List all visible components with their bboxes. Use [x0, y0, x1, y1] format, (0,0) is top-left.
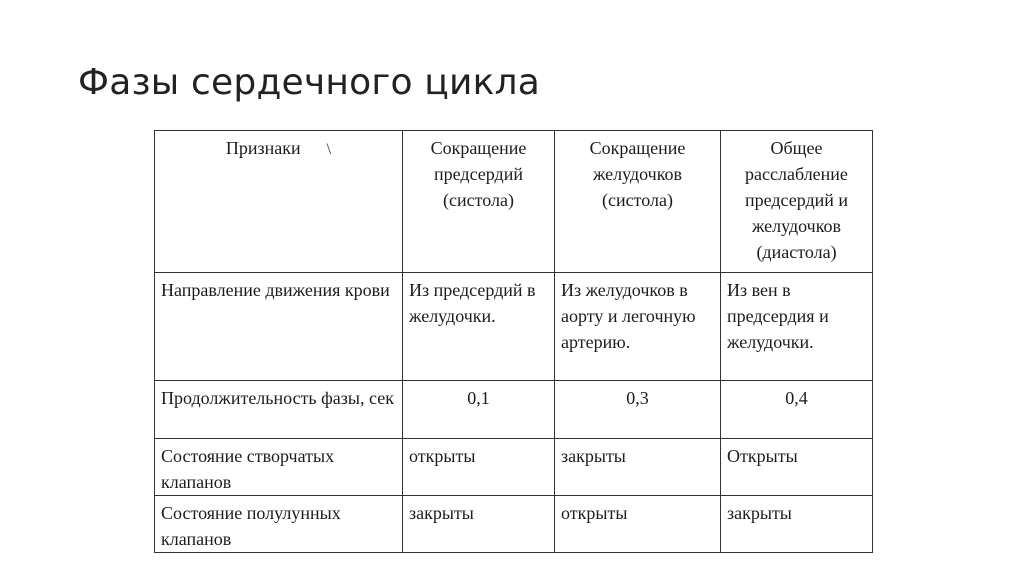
table-cell — [721, 439, 873, 496]
header-column-label: Общее расслабление предсердий и желудочков (диастола) — [744, 138, 849, 262]
header-column-label: Сокращение предсердий (систола) — [430, 138, 527, 210]
cell-value: закрыты — [409, 503, 474, 523]
row-label: Направление движения крови — [161, 280, 390, 300]
header-cell-diastole — [721, 131, 873, 273]
header-column-label: Сокращение желудочков (систола) — [589, 138, 686, 210]
cell-value: 0,3 — [626, 388, 649, 408]
table-header-row — [155, 131, 873, 273]
cell-value: закрыты — [727, 503, 792, 523]
cardiac-cycle-table — [154, 130, 873, 553]
header-slash-mark: \ — [326, 141, 332, 158]
row-label: Состояние полулунных клапанов — [161, 503, 341, 549]
row-label-cell — [155, 381, 403, 439]
table-cell — [403, 439, 555, 496]
table-cell — [555, 273, 721, 381]
header-cell-ventricular-systole — [555, 131, 721, 273]
cell-value: Открыты — [727, 446, 798, 466]
cell-value: 0,4 — [785, 388, 808, 408]
table-row — [155, 273, 873, 381]
table-cell — [403, 273, 555, 381]
header-cell-features — [155, 131, 403, 273]
table-cell — [555, 381, 721, 439]
table-row — [155, 439, 873, 496]
table-cell — [721, 496, 873, 553]
cell-value: 0,1 — [467, 388, 490, 408]
cell-value: закрыты — [561, 446, 626, 466]
row-label-cell — [155, 273, 403, 381]
cell-value: Из вен в предсердия и желудочки. — [727, 280, 829, 352]
header-cell-atrial-systole — [403, 131, 555, 273]
header-label: Признаки — [225, 138, 301, 158]
row-label-cell — [155, 496, 403, 553]
table-cell — [403, 496, 555, 553]
cell-value: открыты — [561, 503, 628, 523]
table-cell — [555, 496, 721, 553]
cell-value: открыты — [409, 446, 476, 466]
cell-value: Из предсердий в желудочки. — [409, 280, 536, 326]
table-row — [155, 496, 873, 553]
table-cell — [555, 439, 721, 496]
slide-title: Фазы сердечного цикла — [78, 62, 541, 103]
table-cell — [721, 273, 873, 381]
table-cell — [721, 381, 873, 439]
table-row — [155, 381, 873, 439]
table-cell — [403, 381, 555, 439]
cell-value: Из желудочков в аорту и легочную артерию. — [561, 280, 696, 352]
row-label-cell — [155, 439, 403, 496]
row-label: Продолжительность фазы, сек — [161, 388, 394, 408]
row-label: Состояние створчатых клапанов — [161, 446, 335, 492]
